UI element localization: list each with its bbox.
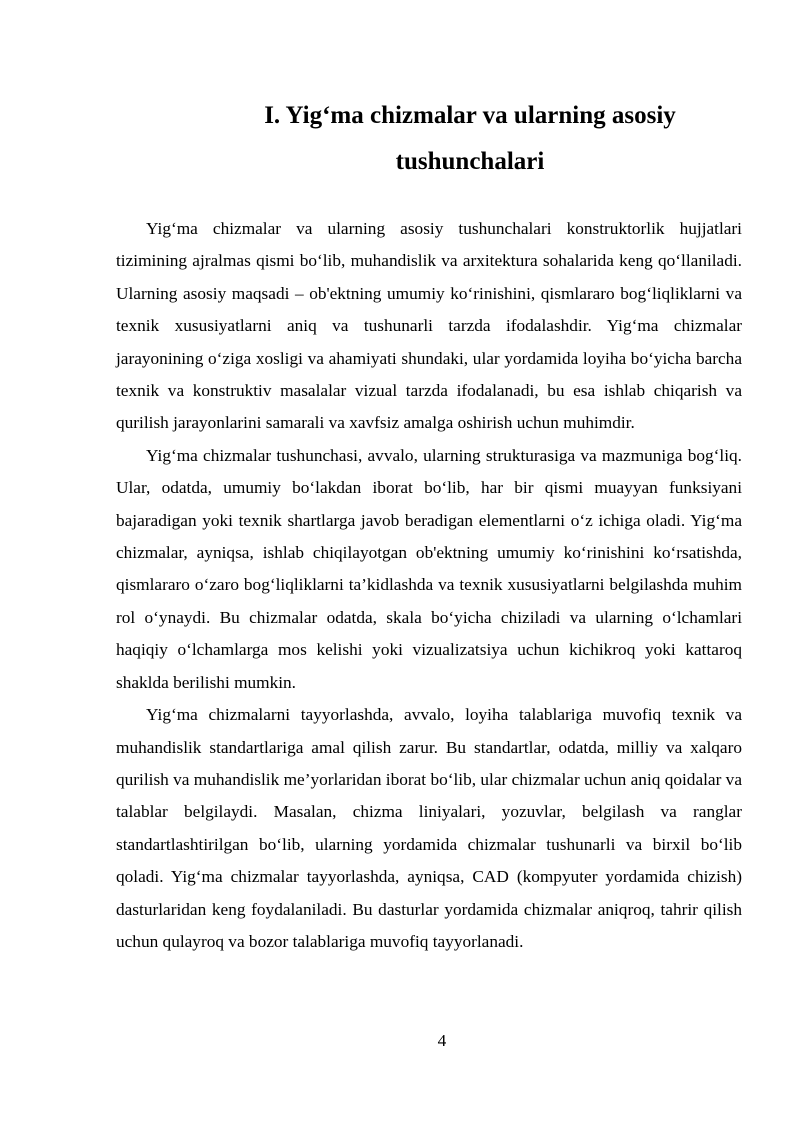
page-number: 4 (437, 1031, 447, 1050)
section-title-line-2: tushunchalari (395, 148, 545, 175)
paragraph-1: Yig‘ma chizmalar va ularning asosiy tushunchalari konstruktorlik hujjatlari tizimining ajralmas qismi bo‘lib, muhandislik va arxitektura sohalarida keng qo‘llaniladi. Ularning asosiy maqsadi – ob'ektning umumiy ko‘rinishini, qismlararo bog‘liqliklarni va texnik xususiyatlarni aniq va tushunarli tarzda ifodalashdir. Yig‘ma chizmalar jarayonining o‘ziga xosligi va ahamiyati shundaki, ular yordamida loyiha bo‘yicha barcha texnik va konstruktiv masalalar vizual tarzda ifodalanadi, bu esa ishlab chiqarish va qurilish jarayonlarini samarali va xavfsiz amalga oshirish uchun muhimdir. (116, 219, 742, 433)
document-body (116, 213, 742, 958)
section-title-line-1: I. Yig‘ma chizmalar va ularning asosiy (264, 102, 676, 129)
paragraph-3: Yig‘ma chizmalarni tayyorlashda, avvalo, loyiha talablariga muvofiq texnik va muhandislik standartlariga amal qilish zarur. Bu standartlar, odatda, milliy va xalqaro qurilish va muhandislik me’yorlaridan iborat bo‘lib, ular chizmalar uchun aniq qoidalar va talablar belgilaydi. Masalan, chizma liniyalari, yozuvlar, belgilash va ranglar standartlashtirilgan bo‘lib, ularning yordamida chizmalar tushunarli va birxil bo‘lib qoladi. Yig‘ma chizmalar tayyorlashda, ayniqsa, CAD (kompyuter yordamida chizish) dasturlaridan keng foydalaniladi. Bu dasturlar yordamida chizmalar aniqroq, tahrir qilish uchun qulayroq va bozor talablariga muvofiq tayyorlanadi. (116, 705, 742, 951)
paragraph-2: Yig‘ma chizmalar tushunchasi, avvalo, ularning strukturasiga va mazmuniga bog‘liq. Ular, odatda, umumiy bo‘lakdan iborat bo‘lib, har bir qismi muayyan funksiyani bajaradigan yoki texnik shartlarga javob beradigan elementlarni o‘z ichiga oladi. Yig‘ma chizmalar, ayniqsa, ishlab chiqilayotgan ob'ektning umumiy ko‘rinishini ko‘rsatishda, qismlararo o‘zaro bog‘liqliklarni ta’kidlashda va texnik xususiyatlarni belgilashda muhim rol o‘ynaydi. Bu chizmalar odatda, skala bo‘yicha chiziladi va ularning o‘lchamlari haqiqiy o‘lchamlarga mos kelishi yoki vizualizatsiya uchun kichikroq yoki kattaroq shaklda berilishi mumkin. (116, 445, 742, 692)
